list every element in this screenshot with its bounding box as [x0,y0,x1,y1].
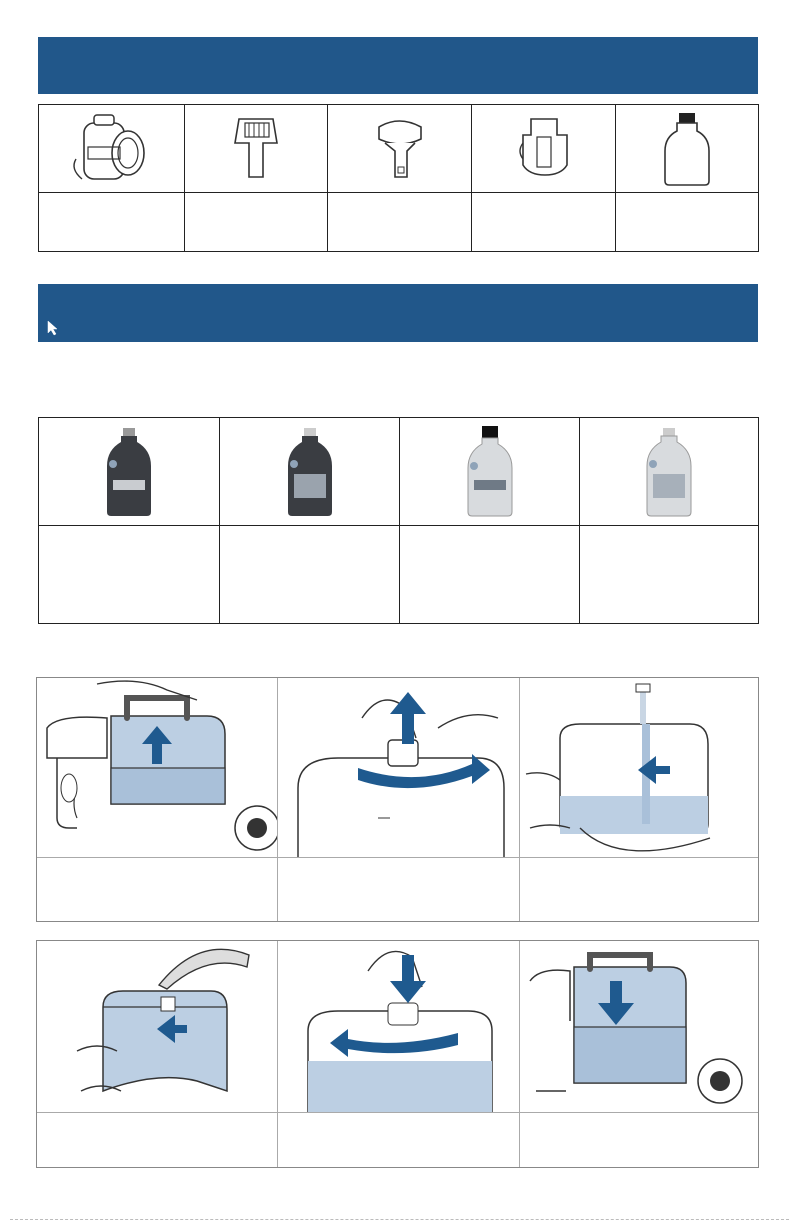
step-caption [520,1113,758,1167]
parts-banner [38,37,758,94]
formula-pro-bottle-icon [460,424,520,520]
step-image-fill-water [520,678,758,858]
parts-grid [38,104,759,252]
steps-row-1 [36,677,759,922]
step-caption [278,1113,520,1167]
formula-banner [38,284,758,342]
lift-tank-icon [37,678,278,858]
part-image-hose-tool [472,105,616,193]
part-image-formula [616,105,758,193]
formula-pet-pro-bottle-icon [639,424,699,520]
step-caption [37,858,278,921]
part-label [39,193,185,251]
formula-image [580,418,758,526]
stain-trapper-tool-icon [221,109,291,189]
page-trim-line [10,1219,789,1220]
unscrew-cap-icon [278,678,520,858]
wide-tool-icon [365,109,435,189]
steps-row-2 [36,940,759,1168]
screw-cap-icon [278,941,520,1113]
replace-tank-icon [520,941,758,1113]
formula-label [220,526,400,623]
part-label [185,193,328,251]
formula-bottle-icon [657,109,717,189]
machine-icon [62,109,162,189]
formula-label [580,526,758,623]
step-image-unscrew-cap [278,678,520,858]
step-caption [520,858,758,921]
step-image-pour-formula [37,941,278,1113]
pour-formula-icon [37,941,278,1113]
formula-pet-oxy-bottle-icon [99,424,159,520]
part-image-stain-tool [185,105,328,193]
step-image-screw-cap [278,941,520,1113]
part-image-wide-tool [328,105,472,193]
formula-pet-stain-bottle-icon [280,424,340,520]
formula-label [400,526,580,623]
formula-image [220,418,400,526]
formula-grid [38,417,759,624]
part-image-machine [39,105,185,193]
part-label [328,193,472,251]
formula-label [39,526,220,623]
step-caption [37,1113,278,1167]
formula-image [400,418,580,526]
fill-water-icon [520,678,758,858]
hose-tool-icon [509,109,579,189]
part-label [472,193,616,251]
step-image-replace-tank [520,941,758,1113]
part-label [616,193,758,251]
step-image-lift-tank [37,678,278,858]
step-caption [278,858,520,921]
formula-image [39,418,220,526]
mouse-cursor-icon [46,320,62,336]
